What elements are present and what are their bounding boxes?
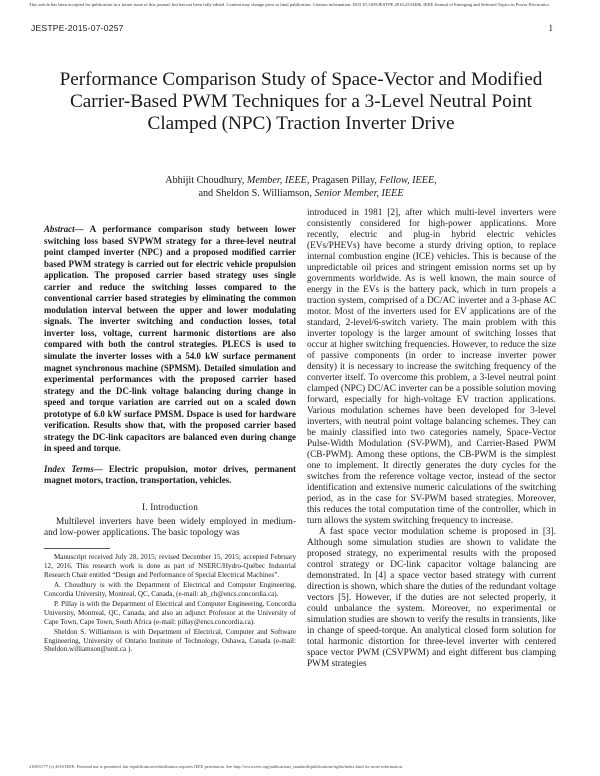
journal-notice: This article has been accepted for publication in a future issue of this journal, but has not been fully edited. Content may change prior to final publication. Citation information: DOI 10.1109/JESTPE.2016.2533486, IEEE Journal of Emerging and Selected Topics in Power Electronics	[29, 2, 550, 7]
right-column	[307, 208, 556, 670]
author-williamson: and Sheldon S. Williamson,	[198, 187, 315, 199]
abstract-label: Abstract	[44, 224, 75, 234]
footnote-divider	[44, 548, 110, 549]
intro-paragraph-2: A fast space vector modulation scheme is proposed in [3]. Although some simulation studies are shown to validate the proposed strategy, no experimental results with the proposed control strategy or DC-link capacitor voltage balancing are demonstrated. In [4] a space vector based strategy with current direction is shown, which share the duties of the redundant voltage vectors [5]. However, if the duties are not selected properly, it could unbalance the system. Moreover, no experimental or simulation studies are shown to verify the results in transients, like in change of speed-torque. An analytical closed form solution for total harmonic distortion for three-level inverter with centered space vector PWM (CSVPWM) and eight different bus clamping PWM strategies	[307, 527, 556, 669]
author-line-2	[40, 188, 562, 201]
author-choudhury: Abhijit Choudhury,	[165, 175, 247, 186]
author-williamson-grade: Senior Member, IEEE	[314, 187, 404, 199]
author-choudhury-grade: Member, IEEE	[246, 175, 307, 186]
intro-paragraph-continued: introduced in 1981 [2], after which multi-level inverters were consistently considered for high-power applications. More recently, electric and plug-in hybrid electric vehicles (EVs/PHEVs) have become a sturdy driving option, to replace internal combustion engine (ICE) vehicles. This is because of the unpredictable oil prices and stringent emission norms set up by governments worldwide. As is well known, the main source of energy in the EVs is the battery pack, which in turn propels a traction system, comprised of a DC/AC inverter and a 3-phase AC motor. Most of the inverters used for EV applications are of the standard, 2-level/6-switch variety. The main problem with this inverter topology is the larger amount of switching losses that occur at higher switching frequencies. However, to reduce the size of passive components (in order to increase inverter power density) it is necessary to increase the switching frequency of the converter itself. To overcome this problem, a 3-level neutral point clamped (NPC) DC/AC inverter can be a possible solution moving forward, especially for high-voltage EV traction applications. Various modulation schemes have been developed for 3-level inverters, with neutral point voltage balancing schemes. They can be mainly classified into two categories namely, Space-Vector Pulse-Width Modulation (SV-PWM), and Carrier-Based PWM (CB-PWM). Among these options, the CB-PWM is the simplest one to implement. It directly generates the duty cycles for the switches from the reference voltage vector, instead of the sector identification and extensive numeric calculations of the switching period, as in the case for SV-PWM based strategies. Moreover, this reduces the total computation time of the controller, which in turn allows the system switching frequency to increase.	[307, 208, 556, 526]
copyright-notice: 2168-6777 (c) 2016 IEEE. Personal use is permitted, but republication/redistribution requires IEEE permission. See http://www.ieee.org/publications_standards/publications/rights/index.html for more information.	[29, 764, 403, 769]
author-separator: ,	[434, 175, 437, 186]
left-column	[44, 224, 296, 656]
page-number: 1	[548, 23, 553, 33]
footnote-choudhury: A. Choudhury is with the Department of Electrical and Computer Engineering, Concordia University, Montreal, QC, Canada, (e-mail: ab_ch@encs.concordia.ca).	[44, 581, 296, 598]
index-terms	[44, 464, 296, 487]
abstract-text: — A performance comparison study between lower switching loss based SVPWM strategy for a three-level neutral point clamped inverter (NPC) and a proposed modified carrier based PWM strategy is carried out for electric vehicle propulsion application. The proposed carrier based strategy uses single carrier and reduce the switching losses compared to the conventional carrier based strategies by eliminating the common modulation interval between the upper and lower modulating signals. The inverter switching and conduction losses, total inverter loss, voltage, current harmonic distortions are also compared with both the control strategies. PLECS is used to simulate the inverter losses with a 54.0 kW surface permanent magnet synchronous machine (SPMSM). Detailed simulation and experimental performances with the proposed carrier based strategy and the DC-link voltage balancing during change in speed and torque variation are carried out on a scaled down prototype of 6.0 kW surface PMSM. Dspace is used for hardware verification. Results show that, with the proposed carrier based strategy the DC-link capacitors are balanced even during change in speed and torque.	[44, 224, 296, 454]
manuscript-id: JESTPE-2015-07-0257	[31, 23, 124, 33]
footnote-pillay: P. Pillay is with the Department of Electrical and Computer Engineering, Concordia University, Montreal, QC, Canada, and also an adjunct Professor at the University of Cape Town, Cape Town, South Africa (e-mail: pillay@encs.concordia.ca).	[44, 600, 296, 626]
index-terms-text: — Electric propulsion, motor drives, permanent magnet motors, traction, transportation, vehicles.	[44, 463, 296, 486]
footnote-williamson: Sheldon S. Williamson is with Department of Electrical, Computer and Software Engineering, University of Ontario Institute of Technology, Oshawa, Canada (e-mail: Sheldon.williamson@uoit.ca ).	[44, 628, 296, 654]
section-heading-introduction: I. Introduction	[141, 502, 199, 513]
intro-paragraph-1: Multilevel inverters have been widely employed in medium- and low-power applications. The basic topology was	[44, 517, 296, 539]
author-line-1	[40, 175, 562, 188]
paper-title: Performance Comparison Study of Space-Vector and Modified Carrier-Based PWM Techniques for a 3-Level Neutral Point Clamped (NPC) Traction Inverter Drive	[59, 69, 543, 135]
author-pillay: , Pragasen Pillay,	[306, 175, 380, 186]
footnote-manuscript: Manuscript received July 28, 2015; revised December 15, 2015; accepted February 12, 2016. This research work is done as part of NSERC/Hydro-Québec Industrial Research Chair entitled “Design and Performance of Special Electrical Machines”.	[44, 553, 296, 579]
index-terms-label: Index Terms	[44, 463, 94, 474]
author-pillay-grade: Fellow, IEEE	[379, 175, 435, 186]
abstract	[44, 224, 296, 455]
author-list	[40, 175, 562, 200]
